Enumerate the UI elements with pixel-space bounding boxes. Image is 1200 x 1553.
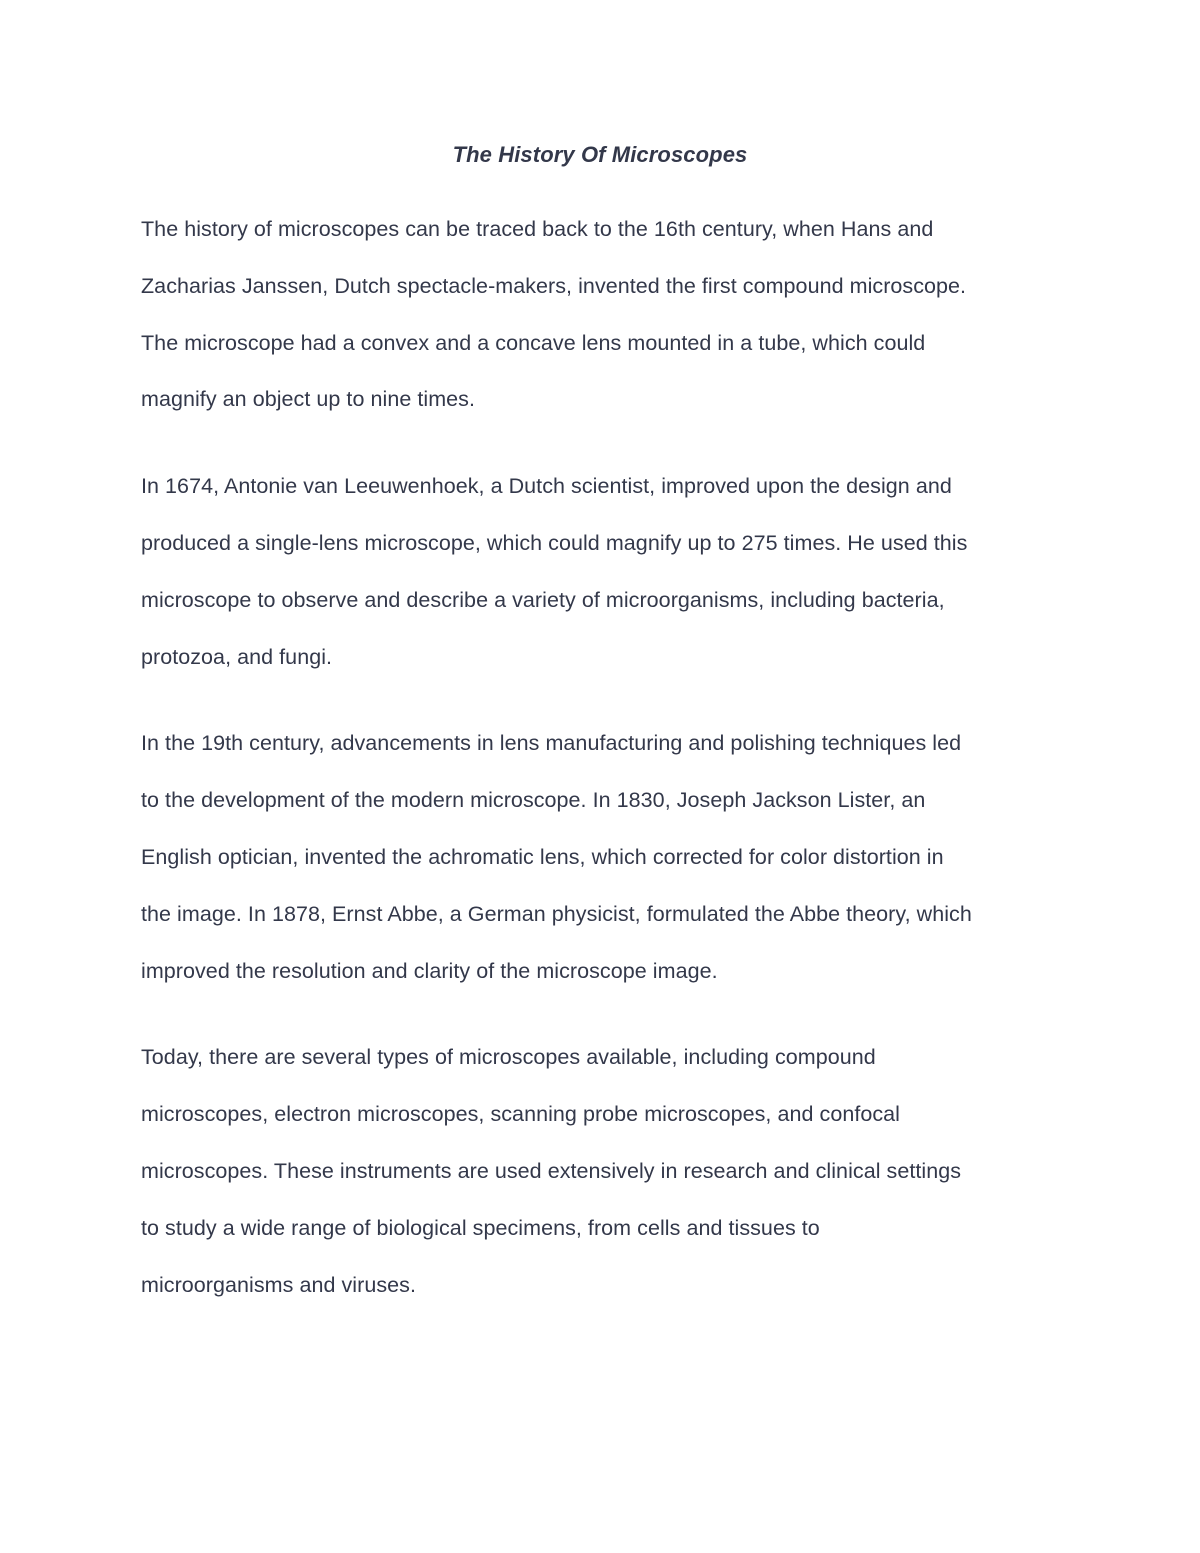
paragraph-line: to study a wide range of biological specimens, from cells and tissues to	[141, 1215, 820, 1240]
paragraph-line: protozoa, and fungi.	[141, 644, 333, 669]
paragraph-line: microscopes, electron microscopes, scanning probe microscopes, and confocal	[141, 1102, 900, 1127]
paragraph-line: the image. In 1878, Ernst Abbe, a German physicist, formulated the Abbe theory, which	[141, 901, 972, 926]
paragraph-3	[141, 715, 1059, 999]
paragraph-line: The microscope had a convex and a concave lens mounted in a tube, which could	[141, 330, 926, 355]
paragraph-line: The history of microscopes can be traced back to the 16th century, when Hans and	[141, 217, 934, 241]
document-title: The History Of Microscopes	[452, 142, 748, 167]
paragraph-line: In 1674, Antonie van Leeuwenhoek, a Dutch scientist, improved upon the design and	[141, 474, 952, 499]
paragraph-line: In the 19th century, advancements in lens manufacturing and polishing techniques led	[141, 731, 962, 756]
paragraph-line: Today, there are several types of microscopes available, including compound	[141, 1045, 876, 1070]
paragraph-line: microorganisms and viruses.	[141, 1272, 416, 1297]
paragraph-line: magnify an object up to nine times.	[141, 387, 475, 412]
paragraph-line: to the development of the modern microscope. In 1830, Joseph Jackson Lister, an	[141, 788, 926, 813]
paragraph-1	[141, 201, 1059, 428]
paragraph-line: English optician, invented the achromatic lens, which corrected for color distortion in	[141, 844, 944, 869]
paragraph-2	[141, 458, 1059, 685]
paragraph-line: microscope to observe and describe a variety of microorganisms, including bacteria,	[141, 587, 945, 612]
paragraph-line: produced a single-lens microscope, which could magnify up to 275 times. He used this	[141, 530, 968, 555]
paragraph-line: improved the resolution and clarity of the microscope image.	[141, 958, 718, 983]
paragraph-4	[141, 1029, 1059, 1313]
paragraph-line: microscopes. These instruments are used extensively in research and clinical settings	[141, 1158, 962, 1183]
paragraph-line: Zacharias Janssen, Dutch spectacle-makers, invented the first compound microscope.	[141, 273, 967, 298]
